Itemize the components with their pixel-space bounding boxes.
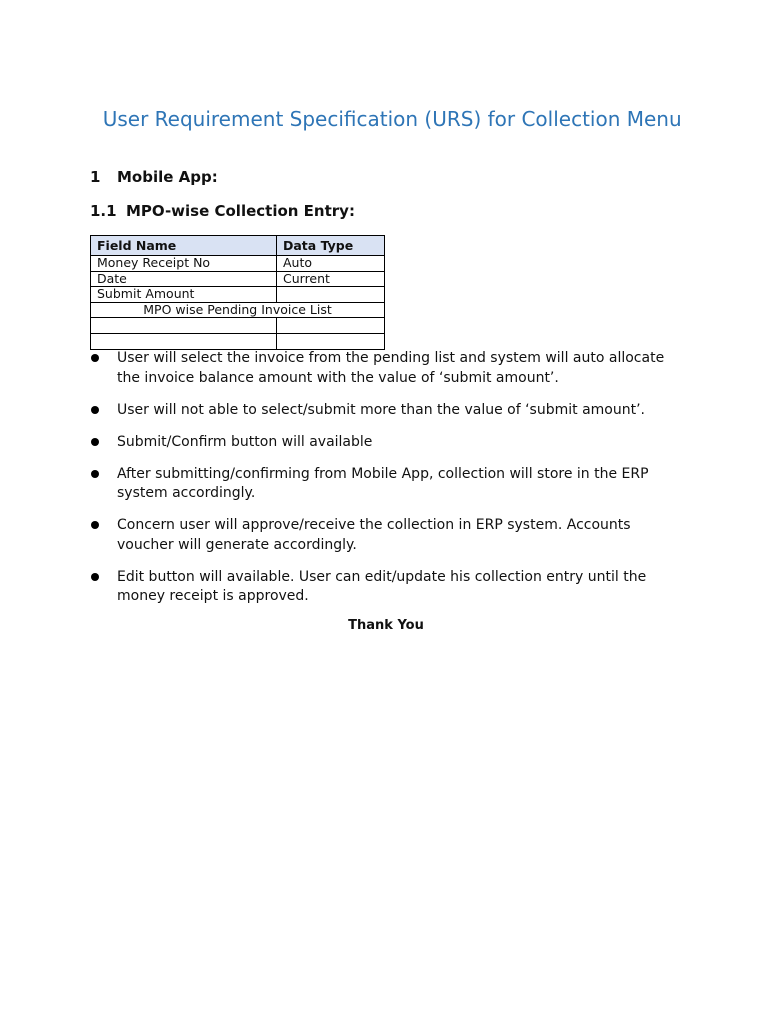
bullet-dot-icon (91, 438, 99, 446)
list-item (90, 349, 670, 388)
list-item (90, 433, 670, 453)
cell-field-name: Submit Amount (91, 287, 277, 303)
list-item (90, 516, 670, 555)
list-item-text: After submitting/confirming from Mobile App, collection will store in the ERP system accordingly. (117, 465, 649, 501)
cell-data-type: Auto (277, 256, 385, 272)
table-row-empty (91, 333, 385, 349)
bullet-dot-icon (91, 406, 99, 414)
list-item-text: Concern user will approve/receive the collection in ERP system. Accounts voucher will generate accordingly. (117, 517, 631, 553)
bullet-dot-icon (91, 521, 99, 529)
cell-empty (91, 318, 277, 334)
section-number: 1 (90, 168, 101, 186)
table-row (91, 256, 385, 272)
list-item-text: Submit/Confirm button will available (117, 433, 373, 450)
table-row (91, 271, 385, 287)
cell-data-type (277, 287, 385, 303)
table-row-empty (91, 318, 385, 334)
table-row (91, 287, 385, 303)
bullet-dot-icon (91, 354, 99, 362)
cell-empty (91, 333, 277, 349)
list-item-text: Edit button will available. User can edit/update his collection entry until the money receipt is approved. (117, 568, 647, 604)
section-heading-1 (90, 167, 218, 187)
cell-field-name: Money Receipt No (91, 256, 277, 272)
list-item (90, 568, 670, 607)
header-field-name: Field Name (91, 236, 277, 256)
section-number: 1.1 (90, 202, 117, 220)
bullet-dot-icon (91, 470, 99, 478)
section-label: Mobile App: (117, 168, 218, 186)
cell-field-name: Date (91, 271, 277, 287)
list-item-text: User will select the invoice from the pending list and system will auto allocate the invoice balance amount with the value of ‘submit amount’. (117, 350, 665, 386)
cell-empty (277, 318, 385, 334)
bullet-dot-icon (91, 573, 99, 581)
list-item-text: User will not able to select/submit more than the value of ‘submit amount’. (117, 401, 645, 418)
section-label: MPO-wise Collection Entry: (126, 202, 355, 220)
pending-invoice-list-label: MPO wise Pending Invoice List (91, 302, 385, 318)
cell-data-type: Current (277, 271, 385, 287)
list-item (90, 465, 670, 504)
table-merged-row (91, 302, 385, 318)
cell-empty (277, 333, 385, 349)
section-heading-1-1 (90, 201, 355, 221)
list-item (90, 401, 670, 421)
requirements-list (90, 349, 670, 619)
field-spec-table (90, 235, 385, 350)
table-header-row (91, 236, 385, 256)
header-data-type: Data Type (277, 236, 385, 256)
document-title: User Requirement Specification (URS) for Collection Menu (90, 107, 682, 131)
closing-text: Thank You (348, 618, 424, 633)
